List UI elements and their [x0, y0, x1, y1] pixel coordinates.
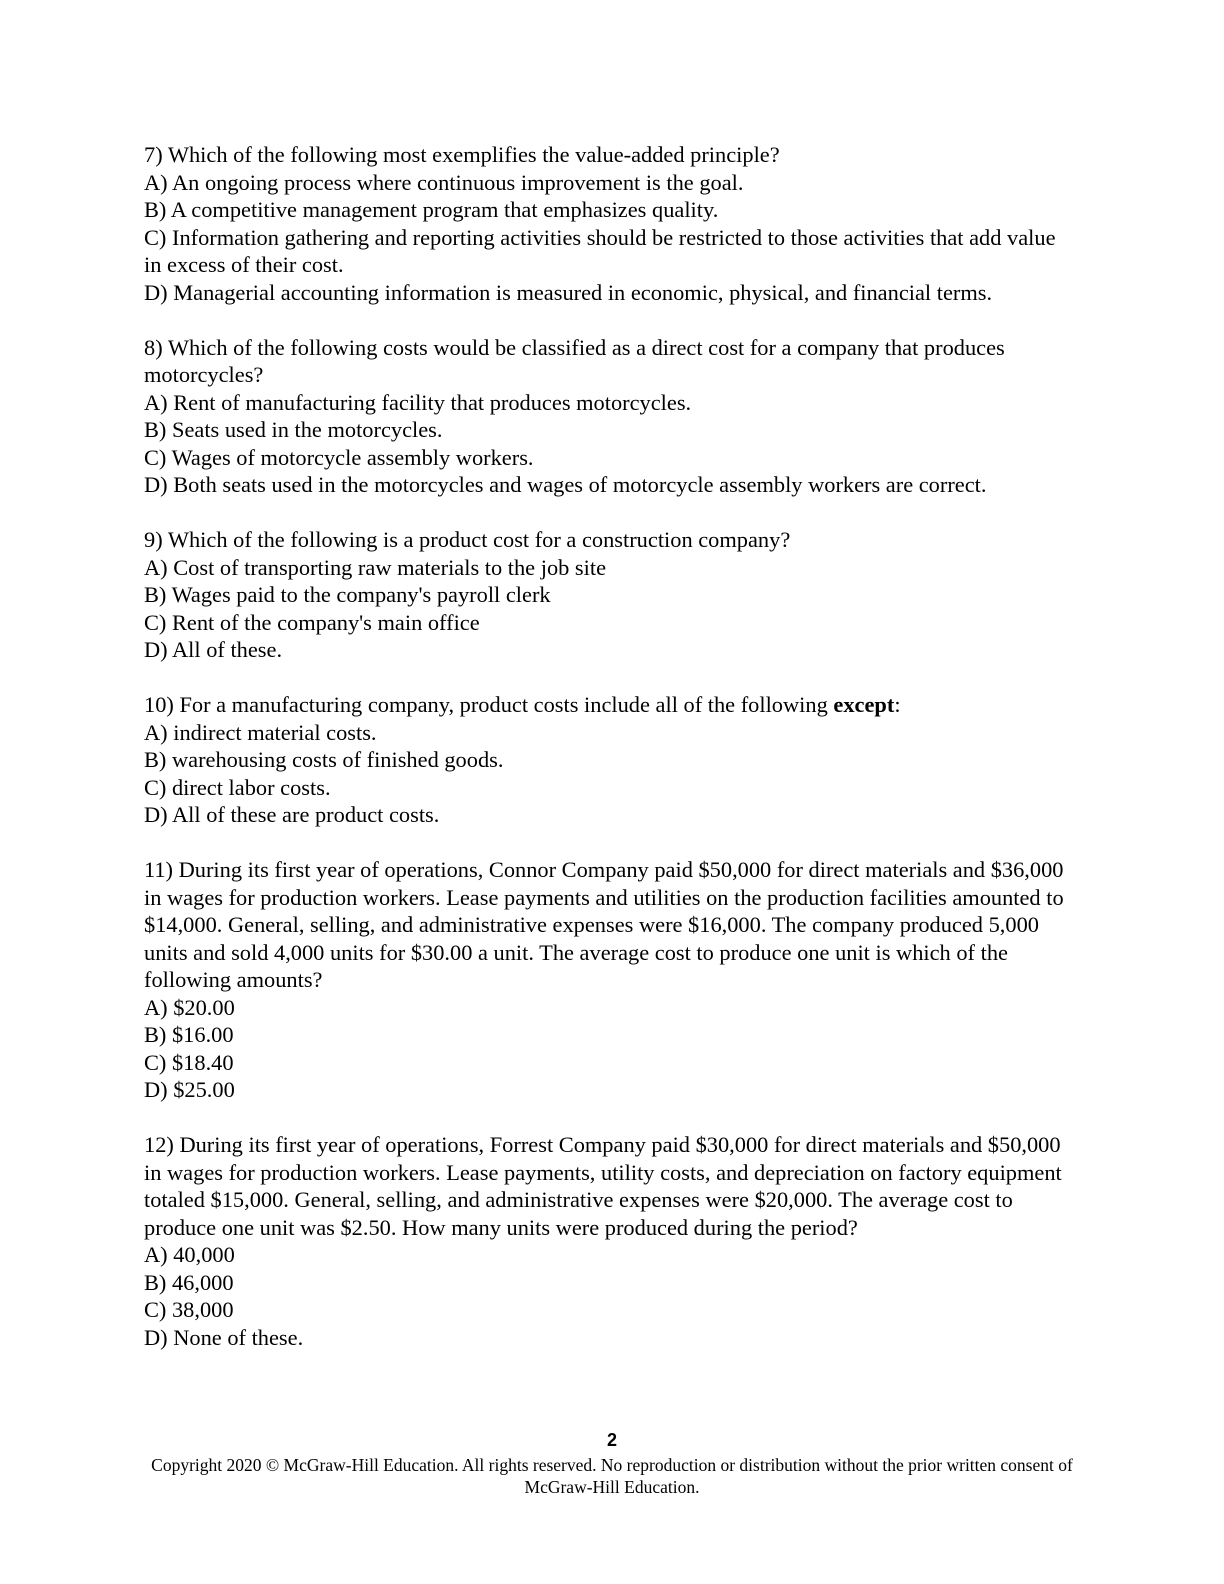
option-c: C) direct labor costs.: [144, 774, 331, 800]
question-12: [144, 1131, 1074, 1351]
question-list: [144, 141, 1074, 1379]
question-stem: 9) Which of the following is a product cost for a construction company?: [144, 527, 791, 552]
option-a: A) indirect material costs.: [144, 719, 377, 745]
question-stem: [144, 691, 1074, 719]
option-b: B) 46,000: [144, 1269, 234, 1295]
option-c: C) $18.40: [144, 1049, 234, 1075]
question-9: [144, 526, 1074, 664]
stem-text: 10) For a manufacturing company, product costs include all of the following: [144, 692, 834, 717]
option-d: D) Managerial accounting information is measured in economic, physical, and financial terms.: [144, 279, 993, 305]
stem-emphasis: except: [833, 692, 895, 717]
page-footer: [0, 1428, 1224, 1498]
question-7: [144, 141, 1074, 306]
option-a: A) $20.00: [144, 994, 235, 1020]
question-stem: 7) Which of the following most exemplifies the value-added principle?: [144, 142, 780, 167]
question-stem: 12) During its first year of operations, Forrest Company paid $30,000 for direct materials and $50,000 in wages for production workers. Lease payments, utility costs, and depreciation on factory equipment totaled $15,000. General, selling, and administrative expenses were $20,000. The average cost to produce one unit was $2.50. How many units were produced during the period?: [144, 1132, 1062, 1240]
question-11: [144, 856, 1074, 1104]
option-c: C) Wages of motorcycle assembly workers.: [144, 444, 534, 470]
question-8: [144, 334, 1074, 499]
option-a: A) An ongoing process where continuous improvement is the goal.: [144, 169, 744, 195]
page-number: 2: [606, 1430, 617, 1450]
option-d: D) None of these.: [144, 1324, 304, 1350]
option-b: B) Wages paid to the company's payroll clerk: [144, 582, 551, 607]
option-c: C) Rent of the company's main office: [144, 609, 480, 635]
option-d: D) $25.00: [144, 1077, 235, 1102]
option-d: D) All of these are product costs.: [144, 802, 440, 827]
option-d: D) Both seats used in the motorcycles and wages of motorcycle assembly workers are correct.: [144, 472, 987, 497]
question-10: [144, 691, 1074, 829]
option-c: C) Information gathering and reporting activities should be restricted to those activities that add value in excess of their cost.: [144, 224, 1056, 277]
question-stem: 8) Which of the following costs would be classified as a direct cost for a company that produces motorcycles?: [144, 334, 1005, 387]
option-c: C) 38,000: [144, 1297, 234, 1322]
option-b: B) $16.00: [144, 1022, 234, 1047]
option-d: D) All of these.: [144, 637, 283, 662]
option-a: A) Rent of manufacturing facility that produces motorcycles.: [144, 389, 692, 415]
option-b: B) Seats used in the motorcycles.: [144, 417, 443, 442]
option-a: A) Cost of transporting raw materials to the job site: [144, 554, 607, 580]
copyright-notice: Copyright 2020 © McGraw-Hill Education. All rights reserved. No reproduction or distribution without the prior written consent of McGraw-Hill Education.: [151, 1455, 1073, 1497]
stem-punctuation: :: [894, 692, 901, 717]
option-b: B) A competitive management program that emphasizes quality.: [144, 197, 719, 222]
option-b: B) warehousing costs of finished goods.: [144, 747, 504, 772]
question-stem: 11) During its first year of operations, Connor Company paid $50,000 for direct materials and $36,000 in wages for production workers. Lease payments and utilities on the production facilities amounted to $14,000. General, selling, and administrative expenses were $16,000. The company produced 5,000 units and sold 4,000 units for $30.00 a unit. The average cost to produce one unit is which of the following amounts?: [144, 857, 1064, 992]
option-a: A) 40,000: [144, 1242, 235, 1267]
